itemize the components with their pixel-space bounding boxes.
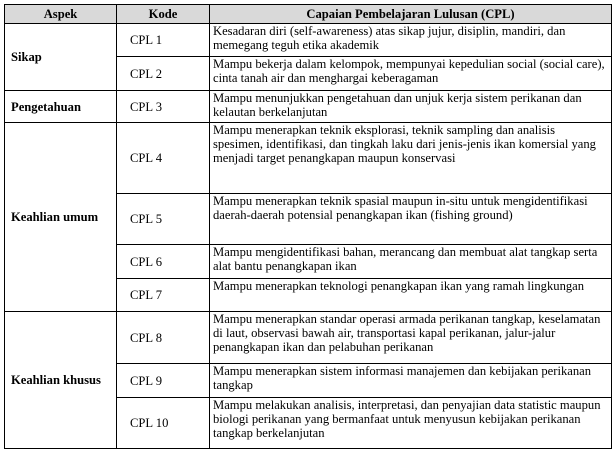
table-body (5, 24, 612, 449)
table-row (5, 123, 612, 194)
cpl-cell: Mampu menerapkan teknologi penangkapan ikan yang ramah lingkungan (210, 279, 612, 312)
header-cpl: Capaian Pembelajaran Lulusan (CPL) (210, 5, 612, 24)
header-kode: Kode (117, 5, 210, 24)
aspek-pengetahuan: Pengetahuan (5, 91, 117, 123)
kode-cell: CPL 1 (117, 24, 210, 57)
kode-cell: CPL 3 (117, 91, 210, 123)
kode-cell: CPL 7 (117, 279, 210, 312)
cpl-cell: Mampu bekerja dalam kelompok, mempunyai kepedulian social (social care), cinta tanah air dan menghargai keberagaman (210, 57, 612, 91)
header-row (5, 5, 612, 24)
cpl-cell: Mampu melakukan analisis, interpretasi, dan penyajian data statistic maupun biologi perikanan yang bermanfaat untuk menyusun kebijakan perikanan tangkap berkelanjutan (210, 398, 612, 449)
kode-cell: CPL 2 (117, 57, 210, 91)
kode-cell: CPL 8 (117, 312, 210, 364)
cpl-cell: Mampu menerapkan teknik spasial maupun in-situ untuk mengidentifikasi daerah-daerah potensial penangkapan ikan (fishing ground) (210, 194, 612, 245)
kode-cell: CPL 6 (117, 245, 210, 279)
kode-cell: CPL 4 (117, 123, 210, 194)
cpl-cell: Mampu menerapkan standar operasi armada perikanan tangkap, keselamatan di laut, observasi bawah air, transportasi kapal perikanan, jalur-jalur penangkapan ikan dan pelabuhan perikanan (210, 312, 612, 364)
header-aspek: Aspek (5, 5, 117, 24)
aspek-keahlian-khusus: Keahlian khusus (5, 312, 117, 449)
cpl-table (4, 4, 612, 449)
kode-cell: CPL 10 (117, 398, 210, 449)
cpl-cell: Mampu menerapkan teknik eksplorasi, teknik sampling dan analisis spesimen, identifikasi, dan tingkah laku dari jenis-jenis ikan komersial yang menjadi target penangkapan maupun konservasi (210, 123, 612, 194)
cpl-cell: Mampu menunjukkan pengetahuan dan unjuk kerja sistem perikanan dan kelautan berkelanjutan (210, 91, 612, 123)
cpl-cell: Kesadaran diri (self-awareness) atas sikap jujur, disiplin, mandiri, dan memegang teguh etika akademik (210, 24, 612, 57)
aspek-sikap: Sikap (5, 24, 117, 91)
kode-cell: CPL 9 (117, 364, 210, 398)
aspek-keahlian-umum: Keahlian umum (5, 123, 117, 312)
table-row (5, 24, 612, 57)
table-row (5, 312, 612, 364)
table-row (5, 91, 612, 123)
kode-cell: CPL 5 (117, 194, 210, 245)
cpl-cell: Mampu mengidentifikasi bahan, merancang dan membuat alat tangkap serta alat bantu penangkapan ikan (210, 245, 612, 279)
table-header (5, 5, 612, 24)
cpl-cell: Mampu menerapkan sistem informasi manajemen dan kebijakan perikanan tangkap (210, 364, 612, 398)
